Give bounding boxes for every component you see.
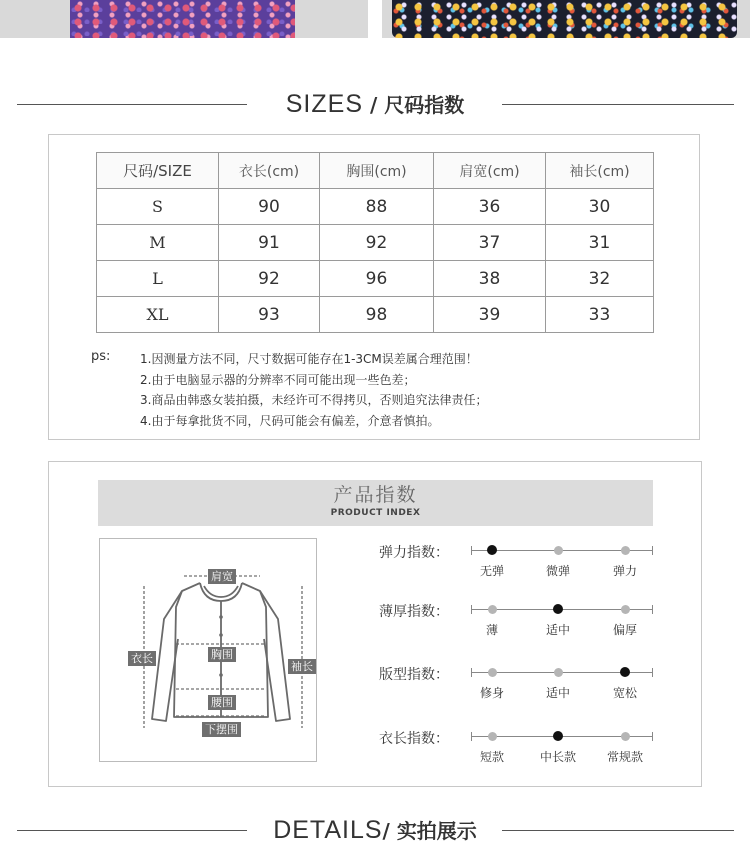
table-cell: 30	[546, 189, 654, 225]
sleeve-label: 袖长	[288, 659, 316, 674]
shoulder-col-header: 肩宽(cm)	[434, 153, 546, 189]
scale-dot	[621, 732, 630, 741]
scale-option-label: 中长款	[539, 750, 577, 764]
table-cell: 37	[434, 225, 546, 261]
details-section-header	[0, 815, 750, 845]
size-notes	[140, 349, 487, 431]
table-cell: 38	[434, 261, 546, 297]
selected-indicator-dot	[620, 667, 630, 677]
scale-option-label: 宽松	[612, 686, 638, 700]
scale-option-label: 弹力	[612, 564, 638, 578]
sleeve-col-header: 袖长(cm)	[546, 153, 654, 189]
scale-option-label: 偏厚	[612, 623, 638, 637]
table-row	[97, 261, 654, 297]
size-chart-panel	[48, 134, 700, 440]
scale-dot	[488, 732, 497, 741]
product-index-title-cn: 产品指数	[333, 484, 418, 506]
scale-option-label: 常规款	[606, 750, 644, 764]
scale-end-tick	[652, 546, 653, 555]
table-cell: 98	[320, 297, 434, 333]
product-photo-left	[0, 0, 368, 38]
scale-end-tick	[652, 605, 653, 614]
table-row	[97, 225, 654, 261]
sizes-title-en: SIZES	[285, 90, 363, 118]
index-metric-row	[379, 728, 679, 768]
note-line: 4.由于每拿批货不同，尺码可能会有偏差，介意者慎拍。	[140, 413, 440, 428]
table-cell: 90	[219, 189, 320, 225]
scale-option-label: 适中	[545, 686, 571, 700]
scale-dot	[621, 546, 630, 555]
length-label: 衣长	[128, 651, 156, 666]
scale-end-tick	[652, 668, 653, 677]
size-table-header-row	[97, 153, 654, 189]
chest-col-header: 胸围(cm)	[320, 153, 434, 189]
metric-name: 版型指数：	[379, 667, 449, 683]
scale-option-label: 微弹	[545, 564, 571, 578]
sizes-title-cn: 尺码指数	[384, 93, 465, 117]
metric-name: 薄厚指数：	[379, 604, 449, 620]
note-line: 2.由于电脑显示器的分辨率不同可能出现一些色差；	[140, 372, 416, 387]
notes-prefix: ps:	[91, 349, 111, 364]
table-row	[97, 297, 654, 333]
hem-label: 下摆围	[202, 722, 241, 737]
sizes-title-sep: /	[363, 93, 385, 117]
metric-name: 衣长指数：	[379, 731, 449, 747]
table-cell: 36	[434, 189, 546, 225]
scale-dot	[554, 668, 563, 677]
table-cell: 31	[546, 225, 654, 261]
product-photo-right	[382, 0, 750, 38]
floral-fabric-image	[70, 0, 295, 38]
scale-end-tick	[471, 605, 472, 614]
details-title	[0, 815, 750, 846]
scale-dot	[488, 668, 497, 677]
table-cell: 32	[546, 261, 654, 297]
sizes-section-header	[0, 89, 750, 119]
scale-end-tick	[471, 732, 472, 741]
length-col-header: 衣长(cm)	[219, 153, 320, 189]
table-row	[97, 189, 654, 225]
details-title-en: DETAILS	[273, 816, 383, 844]
waist-label: 腰围	[208, 695, 236, 710]
scale-end-tick	[652, 732, 653, 741]
selected-indicator-dot	[553, 731, 563, 741]
scale-end-tick	[471, 668, 472, 677]
scale-end-tick	[471, 546, 472, 555]
floral-fabric-image	[392, 0, 737, 38]
index-metric-row	[379, 542, 679, 582]
index-metric-row	[379, 601, 679, 641]
scale-option-label: 短款	[479, 750, 505, 764]
table-cell: 93	[219, 297, 320, 333]
note-line: 1.因测量方法不同，尺寸数据可能存在1-3CM误差属合理范围！	[140, 352, 478, 366]
garment-measurement-diagram	[99, 538, 317, 762]
size-cell: XL	[97, 297, 219, 333]
scale-option-label: 无弹	[479, 564, 505, 578]
shoulder-label: 肩宽	[208, 569, 236, 584]
scale-dot	[621, 605, 630, 614]
details-title-cn: 实拍展示	[396, 819, 477, 843]
selected-indicator-dot	[487, 545, 497, 555]
sizes-title	[0, 89, 750, 120]
size-cell: L	[97, 261, 219, 297]
product-index-panel	[48, 461, 702, 787]
scale-option-label: 修身	[479, 686, 505, 700]
metric-name: 弹力指数：	[379, 545, 449, 561]
product-index-banner	[98, 480, 653, 526]
size-cell: S	[97, 189, 219, 225]
size-table	[96, 152, 654, 333]
selected-indicator-dot	[553, 604, 563, 614]
table-cell: 33	[546, 297, 654, 333]
product-index-title-en: PRODUCT INDEX	[330, 508, 421, 518]
index-metric-row	[379, 664, 679, 704]
scale-option-label: 薄	[485, 623, 499, 637]
note-line: 3.商品由韩惑女装拍摄，未经许可不得拷贝，否则追究法律责任；	[140, 393, 488, 407]
size-cell: M	[97, 225, 219, 261]
table-cell: 39	[434, 297, 546, 333]
details-title-sep: /	[382, 819, 397, 843]
scale-dot	[488, 605, 497, 614]
table-cell: 96	[320, 261, 434, 297]
chest-label: 胸围	[208, 647, 236, 662]
table-cell: 91	[219, 225, 320, 261]
table-cell: 92	[320, 225, 434, 261]
size-col-header: 尺码/SIZE	[97, 153, 219, 189]
scale-dot	[554, 546, 563, 555]
scale-option-label: 适中	[545, 623, 571, 637]
table-cell: 88	[320, 189, 434, 225]
table-cell: 92	[219, 261, 320, 297]
